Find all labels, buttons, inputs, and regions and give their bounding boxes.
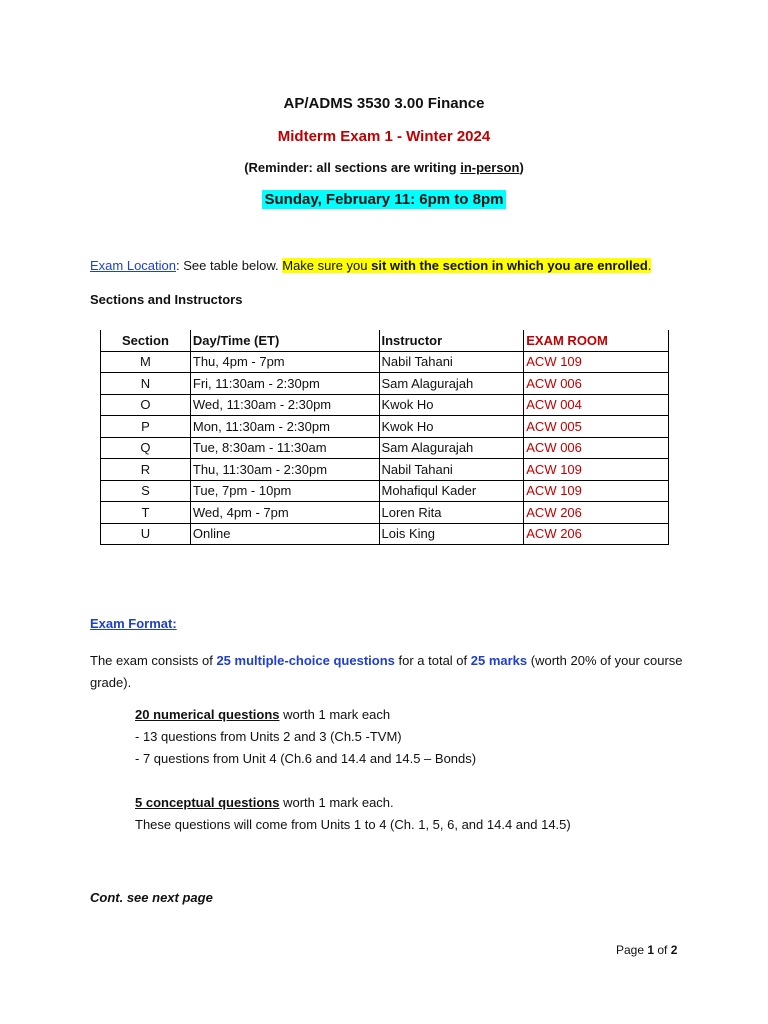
cell-section: P (101, 416, 191, 438)
cell-room: ACW 109 (524, 351, 669, 373)
table-row (101, 351, 669, 373)
continued-note: Cont. see next page (90, 890, 213, 905)
exam-location-link[interactable]: Exam Location (90, 258, 176, 273)
cell-section: M (101, 351, 191, 373)
numerical-line-2: - 7 questions from Unit 4 (Ch.6 and 14.4 and 14.5 – Bonds) (135, 751, 477, 766)
numerical-block (135, 704, 476, 770)
cell-daytime: Fri, 11:30am - 2:30pm (190, 373, 379, 395)
table-row (101, 437, 669, 459)
table-row (101, 373, 669, 395)
exam-title: Midterm Exam 1 - Winter 2024 (277, 128, 491, 145)
cell-instructor: Mohafiqul Kader (379, 480, 524, 502)
numerical-worth: worth 1 mark each (279, 707, 391, 722)
highlight-suffix: . (647, 258, 652, 273)
table-row (101, 480, 669, 502)
cell-room: ACW 206 (524, 502, 669, 524)
header-instructor: Instructor (379, 330, 524, 351)
cell-room: ACW 109 (524, 480, 669, 502)
conceptual-worth: worth 1 mark each. (279, 795, 394, 810)
cell-daytime: Mon, 11:30am - 2:30pm (190, 416, 379, 438)
reminder-text: (Reminder: all sections are writing (244, 160, 461, 175)
header-section: Section (101, 330, 191, 351)
page-label: Page (616, 943, 648, 957)
table-row (101, 523, 669, 545)
cell-section: O (101, 394, 191, 416)
cell-room: ACW 006 (524, 437, 669, 459)
format-text-1: The exam consists of (90, 653, 217, 668)
course-title: AP/ADMS 3530 3.00 Finance (283, 95, 485, 112)
header-daytime: Day/Time (ET) (190, 330, 379, 351)
cell-instructor: Lois King (379, 523, 524, 545)
cell-instructor: Nabil Tahani (379, 351, 524, 373)
highlight-prefix: Make sure you (282, 258, 372, 273)
cell-room: ACW 206 (524, 523, 669, 545)
cell-section: T (101, 502, 191, 524)
cell-instructor: Sam Alagurajah (379, 437, 524, 459)
conceptual-block (135, 792, 571, 836)
table-row (101, 416, 669, 438)
cell-instructor: Nabil Tahani (379, 459, 524, 481)
exam-location-line (90, 258, 651, 273)
table-row (101, 394, 669, 416)
cell-section: U (101, 523, 191, 545)
numerical-line-1: - 13 questions from Units 2 and 3 (Ch.5 -TVM) (135, 729, 402, 744)
conceptual-line-1: These questions will come from Units 1 to 4 (Ch. 1, 5, 6, and 14.4 and 14.5) (135, 817, 571, 832)
cell-room: ACW 109 (524, 459, 669, 481)
cell-section: Q (101, 437, 191, 459)
cell-section: R (101, 459, 191, 481)
conceptual-heading (135, 792, 571, 814)
format-marks-total: 25 marks (470, 653, 528, 668)
cell-instructor: Loren Rita (379, 502, 524, 524)
reminder-close: ) (519, 160, 524, 175)
cell-daytime: Thu, 4pm - 7pm (190, 351, 379, 373)
exam-date-wrap (0, 190, 768, 209)
page-of: of (654, 943, 671, 957)
sections-heading: Sections and Instructors (90, 292, 243, 307)
cell-instructor: Kwok Ho (379, 394, 524, 416)
numerical-heading (135, 704, 476, 726)
table-header-row (101, 330, 669, 351)
format-mcq-count: 25 multiple-choice questions (216, 653, 395, 668)
exam-date: Sunday, February 11: 6pm to 8pm (262, 190, 507, 209)
cell-instructor: Kwok Ho (379, 416, 524, 438)
exam-format-link[interactable]: Exam Format: (90, 616, 177, 631)
location-highlight (282, 258, 651, 273)
cell-daytime: Wed, 4pm - 7pm (190, 502, 379, 524)
exam-location-text: : See table below. (176, 258, 283, 273)
header-exam-room: EXAM ROOM (524, 330, 669, 351)
format-text-2: for a total of (394, 653, 471, 668)
cell-daytime: Tue, 7pm - 10pm (190, 480, 379, 502)
page-current: 1 (647, 943, 655, 957)
format-paragraph (90, 650, 690, 694)
numerical-title: 20 numerical questions (135, 707, 280, 722)
cell-room: ACW 006 (524, 373, 669, 395)
table-row (101, 502, 669, 524)
page-number (616, 943, 677, 957)
table-row (101, 459, 669, 481)
cell-room: ACW 004 (524, 394, 669, 416)
cell-daytime: Online (190, 523, 379, 545)
cell-daytime: Tue, 8:30am - 11:30am (190, 437, 379, 459)
page-total: 2 (670, 943, 678, 957)
reminder (0, 160, 768, 175)
cell-room: ACW 005 (524, 416, 669, 438)
conceptual-title: 5 conceptual questions (135, 795, 280, 810)
cell-daytime: Thu, 11:30am - 2:30pm (190, 459, 379, 481)
format-text-3: (worth 20% of your course grade). (90, 653, 683, 690)
exam-format-line (90, 616, 177, 631)
cell-instructor: Sam Alagurajah (379, 373, 524, 395)
highlight-bold: sit with the section in which you are enrolled (371, 258, 648, 273)
cell-section: N (101, 373, 191, 395)
cell-daytime: Wed, 11:30am - 2:30pm (190, 394, 379, 416)
cell-section: S (101, 480, 191, 502)
reminder-in-person: in-person (460, 160, 520, 175)
sections-table (100, 330, 669, 545)
